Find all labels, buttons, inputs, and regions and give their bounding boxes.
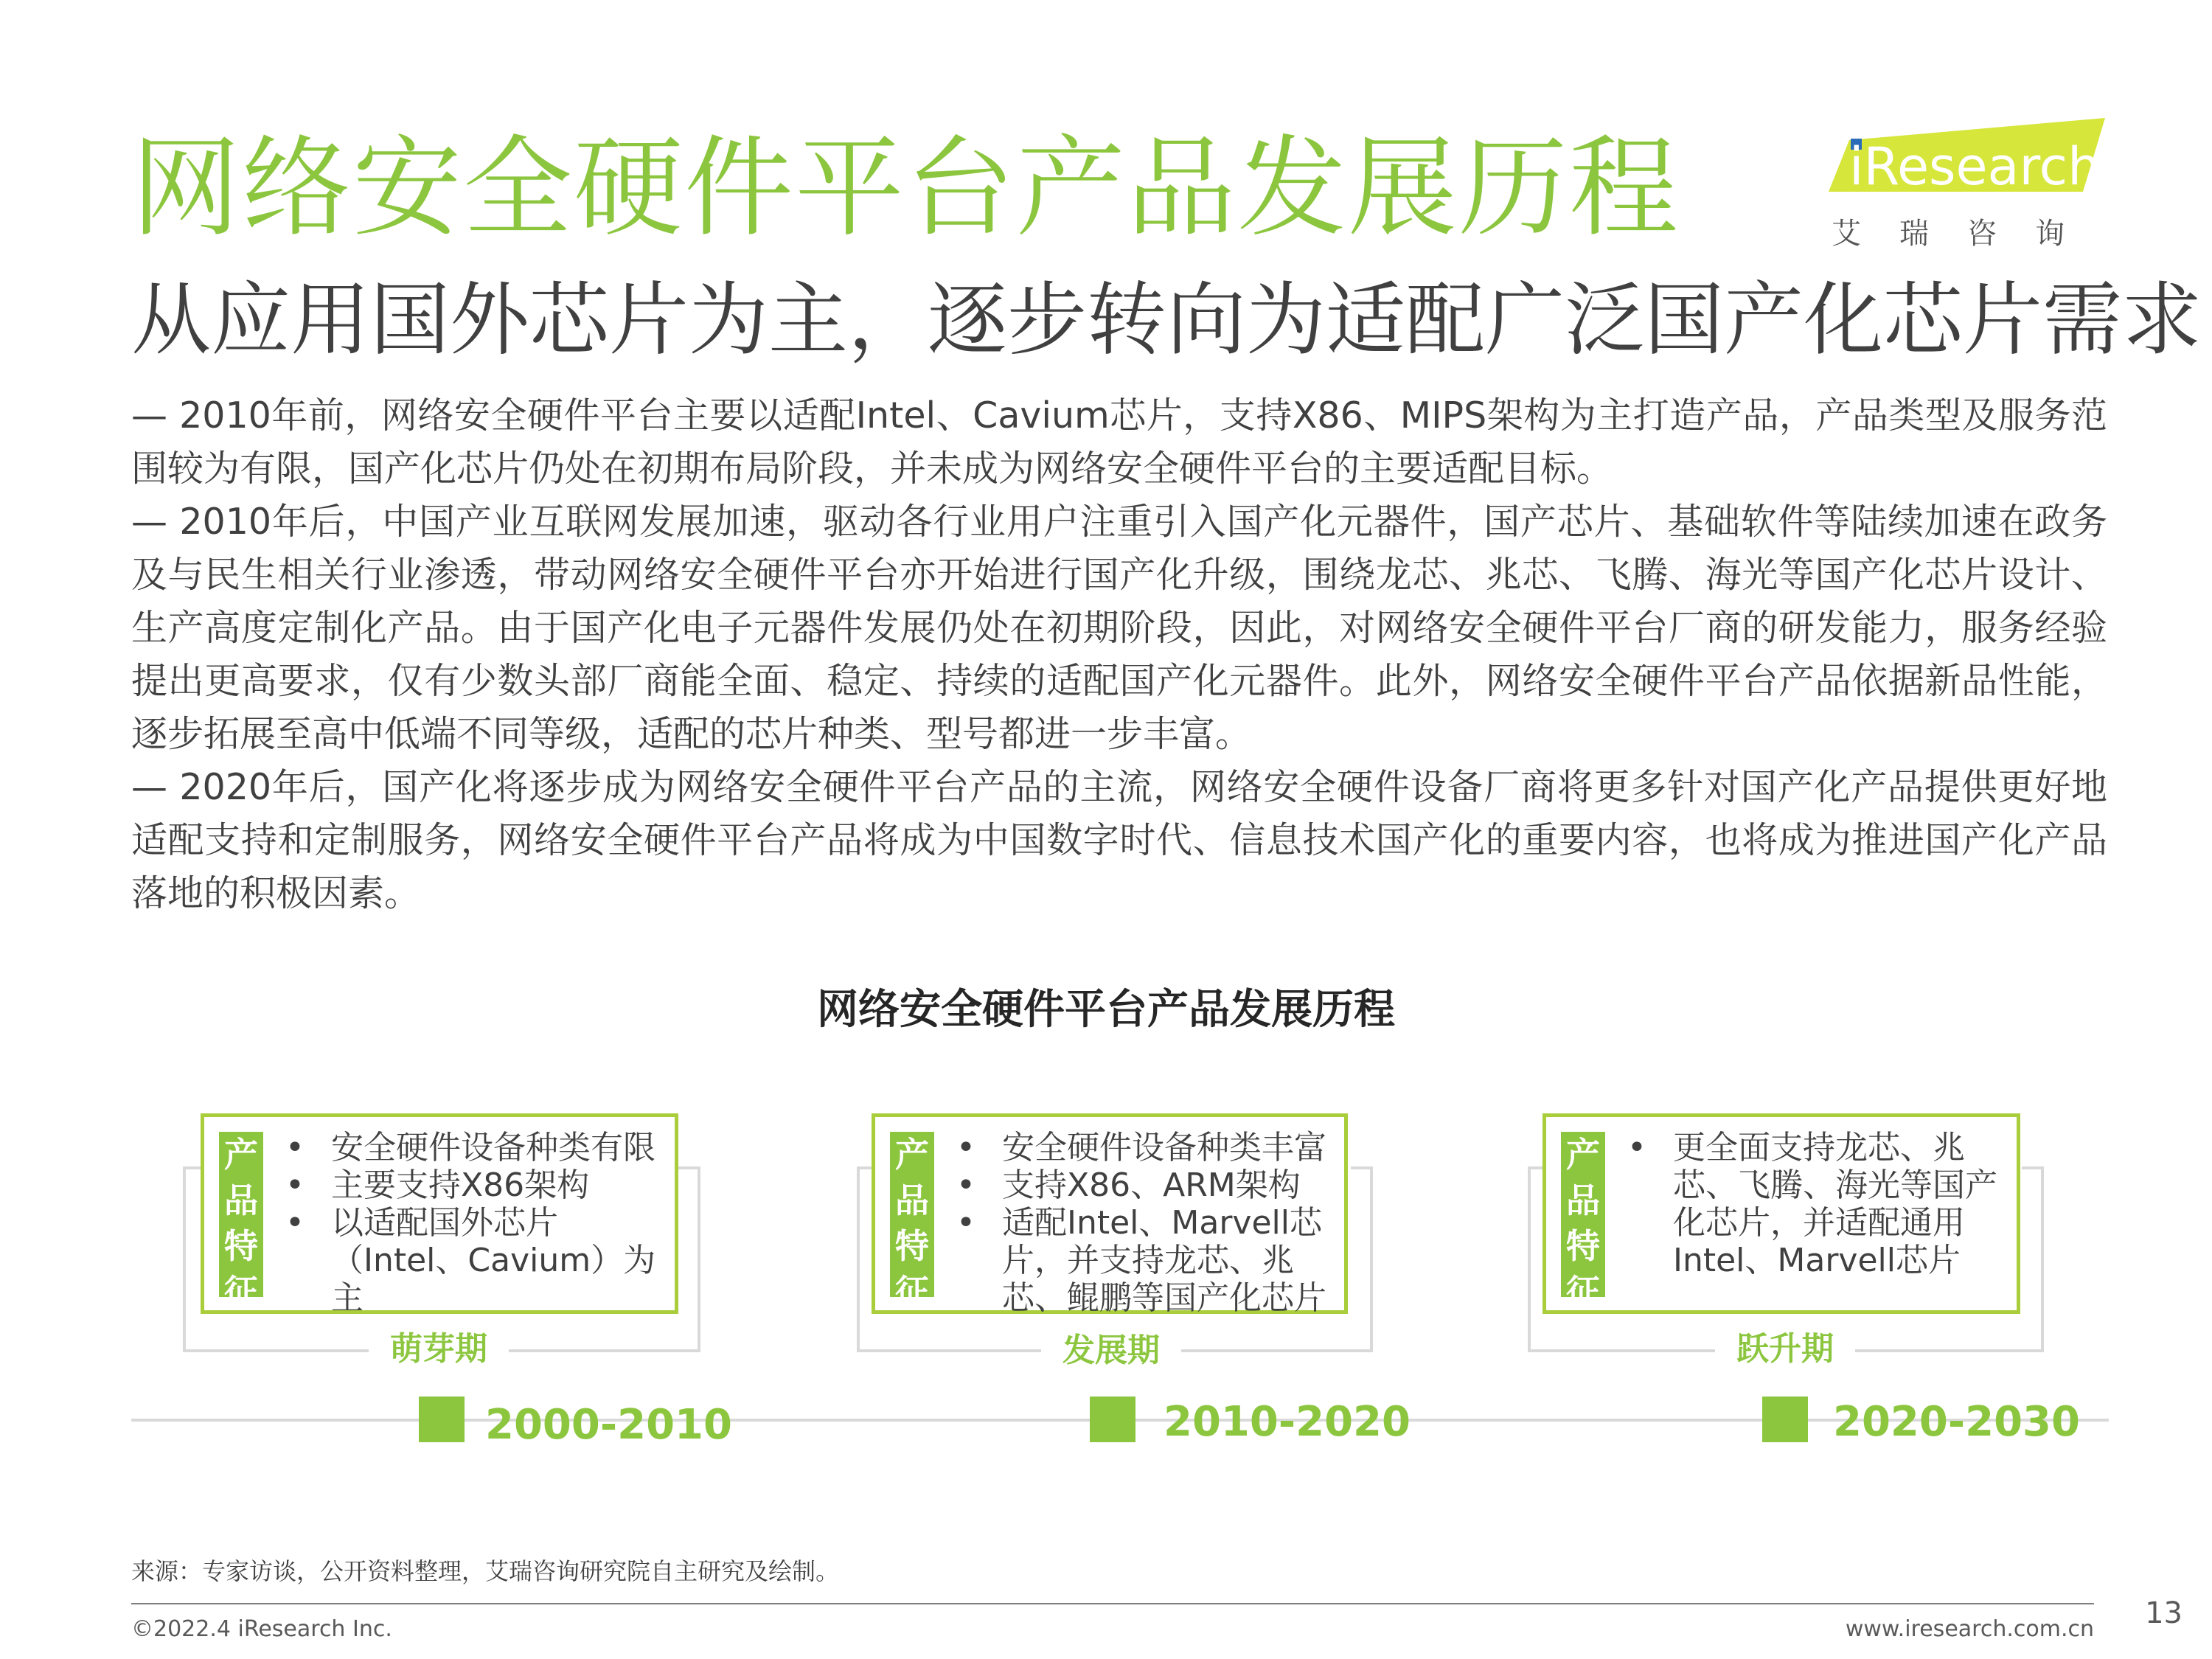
source-note: 来源：专家访谈，公开资料整理，艾瑞咨询研究院自主研究及绘制。 [131, 1557, 840, 1585]
feature-item: • 主要支持X86架构 [285, 1166, 669, 1204]
feature-card [201, 1113, 678, 1317]
stage-years: 2000-2010 [485, 1401, 732, 1449]
bracket-top-right [2041, 1166, 2044, 1352]
page-number: 13 [2145, 1596, 2183, 1630]
footer-divider [131, 1603, 2094, 1604]
bracket-top-left [1528, 1166, 1531, 1352]
feature-item: • 适配Intel、Marvell芯片，并支持龙芯、兆芯、鲲鹏等国产化芯片 [956, 1204, 1340, 1317]
page-subtitle: 从应用国外芯片为主，逐步转向为适配广泛国产化芯片需求 [131, 274, 2202, 366]
bracket-top-right [698, 1166, 700, 1352]
paragraph-before-2010: — 2010年前，网络安全硬件平台主要以适配Intel、Cavium芯片，支持X86、MIPS架构为主打造产品，产品类型及服务范围较为有限，国产化芯片仍处在初期布局阶段，并未成为网络安全硬件平台的主要适配目标。 [131, 394, 2107, 490]
feature-card [872, 1113, 1348, 1317]
stage-marker [1090, 1397, 1135, 1442]
stage-years: 2010-2020 [1164, 1398, 1411, 1446]
website-link[interactable]: www.iresearch.com.cn [1845, 1616, 2094, 1642]
feature-item: • 以适配国外芯片（Intel、Cavium）为主 [285, 1204, 669, 1317]
feature-list [285, 1129, 669, 1317]
feature-item: • 安全硬件设备种类有限 [285, 1129, 669, 1166]
paragraph-after-2020: — 2020年后，国产化将逐步成为网络安全硬件平台产品的主流，网络安全硬件设备厂商将更多针对国产化产品提供更好地适配支持和定制服务，网络安全硬件平台产品将成为中国数字时代、信息技术国产化的重要内容，也将成为推进国产化产品落地的积极因素。 [131, 766, 2107, 914]
timeline-title: 网络安全硬件平台产品发展历程 [817, 986, 1395, 1034]
product-features-tag: 产 品 特 征 [890, 1132, 934, 1297]
feature-item: • 安全硬件设备种类丰富 [956, 1129, 1340, 1166]
logo-chinese-name: 艾瑞咨询 [1832, 217, 2103, 251]
stage-name: 萌芽期 [369, 1327, 509, 1371]
feature-list [1627, 1129, 2011, 1279]
bracket-top-right [1370, 1166, 1373, 1352]
page-title: 网络安全硬件平台产品发展历程 [131, 125, 1680, 251]
stage-years: 2020-2030 [1833, 1398, 2080, 1446]
body-paragraphs [131, 389, 2107, 920]
bracket-top-left [183, 1166, 186, 1352]
bracket-cap-right [2022, 1166, 2044, 1169]
feature-item: • 支持X86、ARM架构 [956, 1166, 1340, 1204]
paragraph-after-2010: — 2010年后，中国产业互联网发展加速，驱动各行业用户注重引入国产化元器件，国产芯片、基础软件等陆续加速在政务及与民生相关行业渗透，带动网络安全硬件平台亦开始进行国产化升级，围绕龙芯、兆芯、飞腾、海光等国产化芯片设计、生产高度定制化产品。由于国产化电子元器件发展仍处在初期阶段，因此，对网络安全硬件平台厂商的研发能力，服务经验提出更高要求，仅有少数头部厂商能全面、稳定、持续的适配国产化元器件。此外，网络安全硬件平台产品依据新品性能，逐步拓展至高中低端不同等级，适配的芯片种类、型号都进一步丰富。 [131, 501, 2107, 755]
copyright: ©2022.4 iResearch Inc. [131, 1616, 392, 1642]
bracket-cap-right [1351, 1166, 1373, 1169]
stage-marker [1762, 1397, 1808, 1442]
stage-marker [419, 1397, 465, 1442]
bracket-cap-right [678, 1166, 700, 1169]
feature-card [1543, 1113, 2020, 1314]
product-features-tag: 产 品 特 征 [219, 1132, 263, 1297]
feature-list [956, 1129, 1340, 1317]
stage-name: 跃升期 [1715, 1327, 1855, 1371]
bracket-top-left [857, 1166, 860, 1352]
logo-wordmark: iResearch [1849, 136, 2101, 197]
stage-name: 发展期 [1041, 1329, 1181, 1373]
product-features-tag: 产 品 特 征 [1561, 1132, 1605, 1297]
feature-item: • 更全面支持龙芯、兆芯、飞腾、海光等国产化芯片，并适配通用Intel、Marvell芯片 [1627, 1129, 2011, 1279]
